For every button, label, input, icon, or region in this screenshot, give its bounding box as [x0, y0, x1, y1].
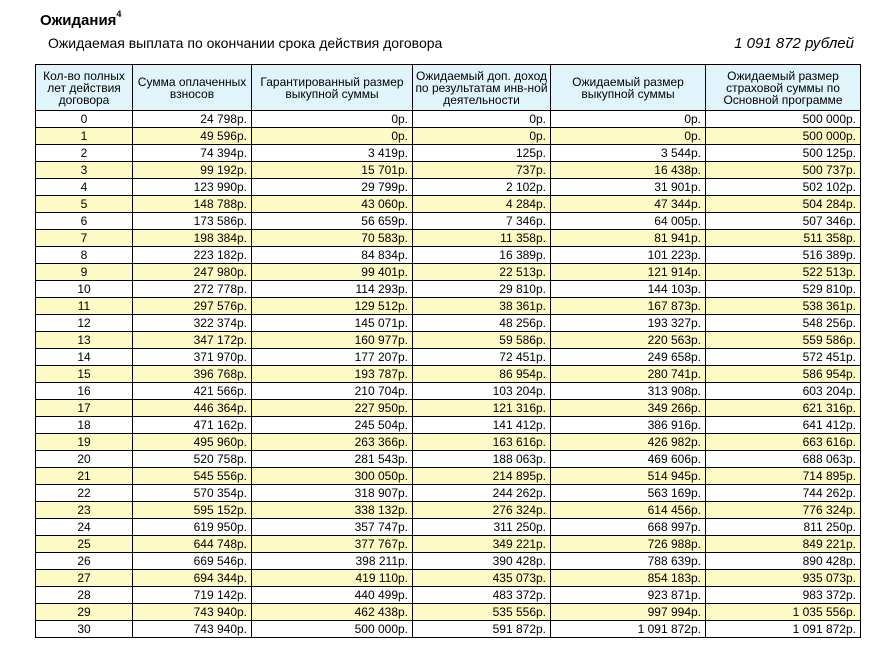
table-cell: 148 788р.: [133, 196, 252, 213]
table-cell: 297 576р.: [133, 298, 252, 315]
table-cell: 377 767р.: [252, 536, 413, 553]
table-row: [36, 519, 861, 536]
table-cell: 123 990р.: [133, 179, 252, 196]
table-cell: 371 970р.: [133, 349, 252, 366]
table-cell: 3 544р.: [551, 145, 706, 162]
table-cell: 17: [36, 400, 133, 417]
page-title: [40, 11, 121, 29]
table-cell: 263 366р.: [252, 434, 413, 451]
table-row: [36, 502, 861, 519]
table-cell: 688 063р.: [706, 451, 861, 468]
table-cell: 514 945р.: [551, 468, 706, 485]
table-cell: 1 091 872р.: [706, 621, 861, 638]
table-cell: 167 873р.: [551, 298, 706, 315]
table-cell: 719 142р.: [133, 587, 252, 604]
table-cell: 249 658р.: [551, 349, 706, 366]
table-cell: 141 412р.: [413, 417, 551, 434]
table-cell: 644 748р.: [133, 536, 252, 553]
table-cell: 22 513р.: [413, 264, 551, 281]
table-cell: 500 000р.: [706, 111, 861, 128]
table-cell: 500 000р.: [706, 128, 861, 145]
table-cell: 81 941р.: [551, 230, 706, 247]
table-cell: 30: [36, 621, 133, 638]
table-row: [36, 145, 861, 162]
table-cell: 0р.: [252, 128, 413, 145]
table-cell: 48 256р.: [413, 315, 551, 332]
table-cell: 11 358р.: [413, 230, 551, 247]
table-row: [36, 553, 861, 570]
table-cell: 3 419р.: [252, 145, 413, 162]
table-cell: 338 132р.: [252, 502, 413, 519]
table-cell: 435 073р.: [413, 570, 551, 587]
column-header: Ожидаемый размер выкупной суммы: [551, 65, 706, 111]
table-cell: 548 256р.: [706, 315, 861, 332]
title-footnote: 4: [116, 9, 122, 19]
table-cell: 744 262р.: [706, 485, 861, 502]
table-cell: 0р.: [413, 128, 551, 145]
table-cell: 10: [36, 281, 133, 298]
column-header: Ожидаемый доп. доход по результатам инв-ной деятельности: [413, 65, 551, 111]
table-cell: 4: [36, 179, 133, 196]
table-cell: 398 211р.: [252, 553, 413, 570]
table-cell: 426 982р.: [551, 434, 706, 451]
table-cell: 129 512р.: [252, 298, 413, 315]
table-cell: 396 768р.: [133, 366, 252, 383]
table-cell: 776 324р.: [706, 502, 861, 519]
table-cell: 591 872р.: [413, 621, 551, 638]
table-cell: 390 428р.: [413, 553, 551, 570]
table-cell: 469 606р.: [551, 451, 706, 468]
table-cell: 28: [36, 587, 133, 604]
table-cell: 99 401р.: [252, 264, 413, 281]
table-cell: 247 980р.: [133, 264, 252, 281]
table-cell: 20: [36, 451, 133, 468]
table-cell: 245 504р.: [252, 417, 413, 434]
table-cell: 495 960р.: [133, 434, 252, 451]
table-row: [36, 451, 861, 468]
table-cell: 121 914р.: [551, 264, 706, 281]
table-cell: 125р.: [413, 145, 551, 162]
table-cell: 349 221р.: [413, 536, 551, 553]
table-cell: 144 103р.: [551, 281, 706, 298]
table-row: [36, 162, 861, 179]
table-cell: 193 327р.: [551, 315, 706, 332]
table-cell: 27: [36, 570, 133, 587]
table-row: [36, 332, 861, 349]
table-cell: 621 316р.: [706, 400, 861, 417]
table-cell: 9: [36, 264, 133, 281]
table-row: [36, 587, 861, 604]
table-cell: 386 916р.: [551, 417, 706, 434]
table-cell: 322 374р.: [133, 315, 252, 332]
table-cell: 23: [36, 502, 133, 519]
table-row: [36, 604, 861, 621]
table-cell: 563 169р.: [551, 485, 706, 502]
table-cell: 520 758р.: [133, 451, 252, 468]
table-cell: 193 787р.: [252, 366, 413, 383]
table-cell: 1: [36, 128, 133, 145]
table-cell: 595 152р.: [133, 502, 252, 519]
table-cell: 572 451р.: [706, 349, 861, 366]
table-cell: 0: [36, 111, 133, 128]
table-cell: 516 389р.: [706, 247, 861, 264]
table-cell: 669 546р.: [133, 553, 252, 570]
table-cell: 43 060р.: [252, 196, 413, 213]
table-cell: 603 204р.: [706, 383, 861, 400]
table-cell: 0р.: [252, 111, 413, 128]
column-header: Ожидаемый размер страховой суммы по Основной программе: [706, 65, 861, 111]
table-cell: 471 162р.: [133, 417, 252, 434]
table-cell: 2: [36, 145, 133, 162]
table-cell: 145 071р.: [252, 315, 413, 332]
table-row: [36, 264, 861, 281]
table-cell: 86 954р.: [413, 366, 551, 383]
table-cell: 714 895р.: [706, 468, 861, 485]
table-cell: 7: [36, 230, 133, 247]
table-cell: 614 456р.: [551, 502, 706, 519]
table-cell: 24: [36, 519, 133, 536]
table-cell: 0р.: [413, 111, 551, 128]
table-cell: 21: [36, 468, 133, 485]
table-cell: 500 125р.: [706, 145, 861, 162]
table-cell: 854 183р.: [551, 570, 706, 587]
table-cell: 16 438р.: [551, 162, 706, 179]
table-cell: 38 361р.: [413, 298, 551, 315]
table-cell: 559 586р.: [706, 332, 861, 349]
table-cell: 4 284р.: [413, 196, 551, 213]
table-cell: 47 344р.: [551, 196, 706, 213]
table-cell: 788 639р.: [551, 553, 706, 570]
table-cell: 347 172р.: [133, 332, 252, 349]
table-cell: 160 977р.: [252, 332, 413, 349]
table-cell: 890 428р.: [706, 553, 861, 570]
table-cell: 8: [36, 247, 133, 264]
table-cell: 64 005р.: [551, 213, 706, 230]
table-cell: 220 563р.: [551, 332, 706, 349]
table-cell: 507 346р.: [706, 213, 861, 230]
table-cell: 11: [36, 298, 133, 315]
table-cell: 19: [36, 434, 133, 451]
table-cell: 668 997р.: [551, 519, 706, 536]
table-cell: 849 221р.: [706, 536, 861, 553]
table-cell: 500 737р.: [706, 162, 861, 179]
table-cell: 737р.: [413, 162, 551, 179]
expectations-table: [35, 64, 861, 638]
table-cell: 0р.: [551, 128, 706, 145]
table-cell: 177 207р.: [252, 349, 413, 366]
table-cell: 619 950р.: [133, 519, 252, 536]
table-cell: 1 035 556р.: [706, 604, 861, 621]
table-cell: 72 451р.: [413, 349, 551, 366]
table-row: [36, 111, 861, 128]
table-row: [36, 536, 861, 553]
table-cell: 502 102р.: [706, 179, 861, 196]
table-cell: 663 616р.: [706, 434, 861, 451]
table-cell: 280 741р.: [551, 366, 706, 383]
table-cell: 997 994р.: [551, 604, 706, 621]
subtitle: Ожидаемая выплата по окончании срока действия договора: [48, 35, 443, 51]
table-cell: 440 499р.: [252, 587, 413, 604]
table-body: [36, 111, 861, 638]
table-cell: 529 810р.: [706, 281, 861, 298]
table-row: [36, 400, 861, 417]
table-cell: 3: [36, 162, 133, 179]
table-row: [36, 366, 861, 383]
table-cell: 0р.: [551, 111, 706, 128]
table-cell: 726 988р.: [551, 536, 706, 553]
table-cell: 70 583р.: [252, 230, 413, 247]
column-header: Гарантированный размер выкупной суммы: [252, 65, 413, 111]
table-row: [36, 434, 861, 451]
table-cell: 25: [36, 536, 133, 553]
table-row: [36, 570, 861, 587]
table-cell: 49 596р.: [133, 128, 252, 145]
table-cell: 1 091 872р.: [551, 621, 706, 638]
table-row: [36, 485, 861, 502]
table-cell: 16 389р.: [413, 247, 551, 264]
table-row: [36, 298, 861, 315]
table-cell: 446 364р.: [133, 400, 252, 417]
expected-payout-total: 1 091 872 рублей: [734, 35, 854, 52]
table-row: [36, 196, 861, 213]
table-row: [36, 230, 861, 247]
table-cell: 173 586р.: [133, 213, 252, 230]
table-row: [36, 213, 861, 230]
table-cell: 570 354р.: [133, 485, 252, 502]
table-cell: 281 543р.: [252, 451, 413, 468]
table-row: [36, 179, 861, 196]
table-row: [36, 247, 861, 264]
table-cell: 522 513р.: [706, 264, 861, 281]
table-cell: 15: [36, 366, 133, 383]
table-cell: 29: [36, 604, 133, 621]
table-cell: 121 316р.: [413, 400, 551, 417]
table-cell: 31 901р.: [551, 179, 706, 196]
table-cell: 535 556р.: [413, 604, 551, 621]
table-cell: 163 616р.: [413, 434, 551, 451]
table-row: [36, 128, 861, 145]
column-header: Сумма оплаченных взносов: [133, 65, 252, 111]
table-row: [36, 417, 861, 434]
table-cell: 357 747р.: [252, 519, 413, 536]
table-cell: 7 346р.: [413, 213, 551, 230]
table-cell: 101 223р.: [551, 247, 706, 264]
table-cell: 14: [36, 349, 133, 366]
table-cell: 586 954р.: [706, 366, 861, 383]
table-cell: 2 102р.: [413, 179, 551, 196]
table-cell: 24 798р.: [133, 111, 252, 128]
table-cell: 511 358р.: [706, 230, 861, 247]
table-cell: 56 659р.: [252, 213, 413, 230]
table-cell: 210 704р.: [252, 383, 413, 400]
table-cell: 318 907р.: [252, 485, 413, 502]
table-cell: 419 110р.: [252, 570, 413, 587]
table-cell: 99 192р.: [133, 162, 252, 179]
table-cell: 935 073р.: [706, 570, 861, 587]
table-row: [36, 468, 861, 485]
table-cell: 272 778р.: [133, 281, 252, 298]
table-cell: 500 000р.: [252, 621, 413, 638]
table-row: [36, 383, 861, 400]
table-cell: 223 182р.: [133, 247, 252, 264]
table-cell: 15 701р.: [252, 162, 413, 179]
table-cell: 74 394р.: [133, 145, 252, 162]
table-cell: 983 372р.: [706, 587, 861, 604]
table-cell: 26: [36, 553, 133, 570]
table-cell: 29 810р.: [413, 281, 551, 298]
table-row: [36, 349, 861, 366]
table-cell: 198 384р.: [133, 230, 252, 247]
table-cell: 13: [36, 332, 133, 349]
table-cell: 18: [36, 417, 133, 434]
table-cell: 114 293р.: [252, 281, 413, 298]
table-cell: 694 344р.: [133, 570, 252, 587]
table-cell: 300 050р.: [252, 468, 413, 485]
table-cell: 227 950р.: [252, 400, 413, 417]
table-row: [36, 621, 861, 638]
table-row: [36, 315, 861, 332]
table-cell: 421 566р.: [133, 383, 252, 400]
table-cell: 244 262р.: [413, 485, 551, 502]
table-cell: 504 284р.: [706, 196, 861, 213]
table-cell: 6: [36, 213, 133, 230]
table-cell: 12: [36, 315, 133, 332]
table-cell: 313 908р.: [551, 383, 706, 400]
table-header-row: [36, 65, 861, 111]
table-cell: 641 412р.: [706, 417, 861, 434]
table-cell: 462 438р.: [252, 604, 413, 621]
table-cell: 103 204р.: [413, 383, 551, 400]
table-cell: 811 250р.: [706, 519, 861, 536]
table-cell: 743 940р.: [133, 604, 252, 621]
table-cell: 276 324р.: [413, 502, 551, 519]
table-cell: 29 799р.: [252, 179, 413, 196]
table-cell: 59 586р.: [413, 332, 551, 349]
table-cell: 22: [36, 485, 133, 502]
table-cell: 349 266р.: [551, 400, 706, 417]
table-cell: 5: [36, 196, 133, 213]
title-text: Ожидания: [40, 12, 117, 29]
table-cell: 743 940р.: [133, 621, 252, 638]
table-cell: 16: [36, 383, 133, 400]
table-cell: 483 372р.: [413, 587, 551, 604]
column-header: Кол-во полных лет действия договора: [36, 65, 133, 111]
table-cell: 311 250р.: [413, 519, 551, 536]
table-cell: 84 834р.: [252, 247, 413, 264]
table-cell: 188 063р.: [413, 451, 551, 468]
table-cell: 538 361р.: [706, 298, 861, 315]
table-row: [36, 281, 861, 298]
table-cell: 545 556р.: [133, 468, 252, 485]
table-cell: 923 871р.: [551, 587, 706, 604]
table-cell: 214 895р.: [413, 468, 551, 485]
